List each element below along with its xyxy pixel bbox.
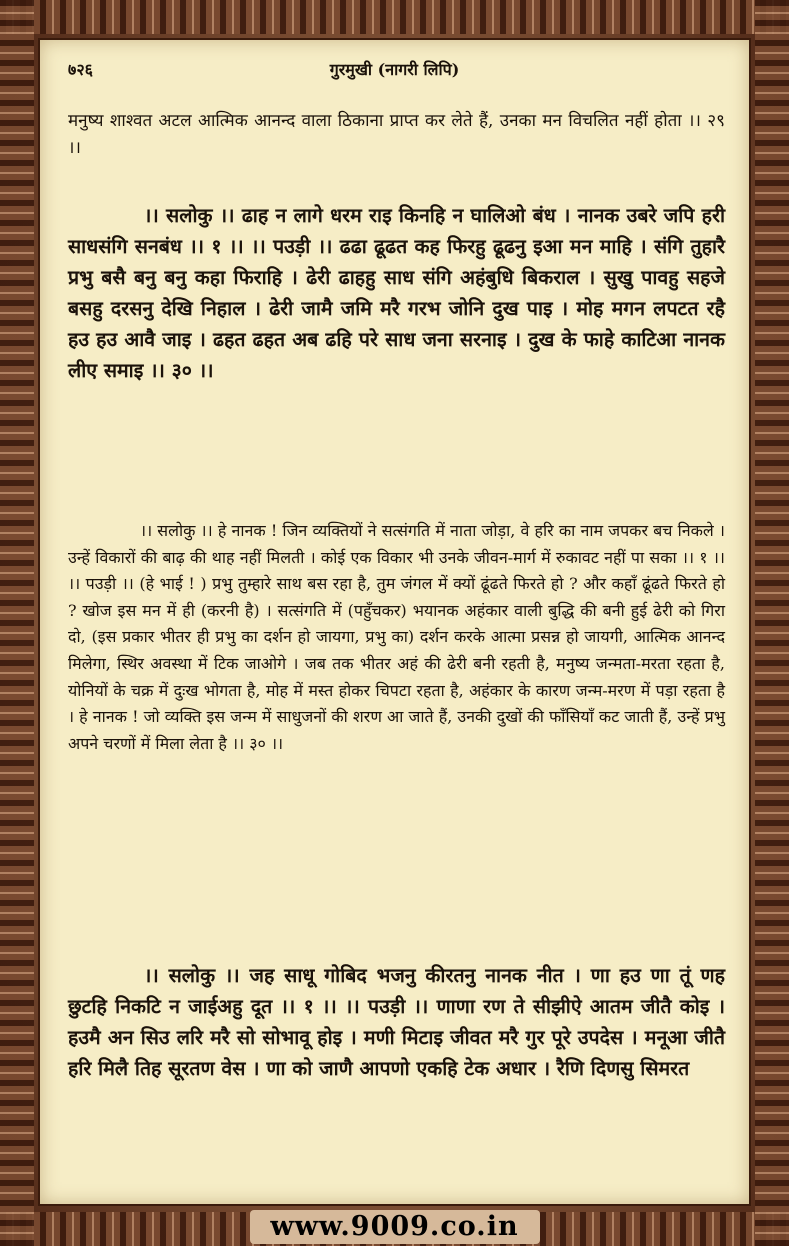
website-watermark[interactable]: www.9009.co.in bbox=[270, 1211, 519, 1242]
gurbani-block-1 bbox=[68, 200, 725, 386]
gurbani-text-2: ।। सलोकु ।। जह साधू गोबिद भजनु कीरतनु नानक नीत । णा हउ णा तूं णह छुटहि निकटि न जाईअहु दूत ।। १ ।। ।। पउड़ी ।। णाणा रण ते सीझीऐ आतम जीतै कोइ । हउमै अन सिउ लरि मरै सो सोभावू होइ । मणी मिटाइ जीवत मरै गुर पूरे उपदेस । मनूआ जीतै हरि मिलै तिह सूरतण वेस । णा को जाणै आपणो एकहि टेक अधार । रैणि दिणसु सिमरत bbox=[68, 964, 725, 1080]
translation-block-2 bbox=[68, 518, 725, 757]
translation-block-1: मनुष्य शाश्वत अटल आत्मिक आनन्द वाला ठिकाना प्राप्त कर लेते हैं, उनका मन विचलित नहीं होता ।। २९ ।। bbox=[68, 111, 725, 158]
page-header bbox=[68, 58, 721, 82]
page-number: ७२६ bbox=[68, 60, 93, 79]
frame-border-left bbox=[0, 0, 34, 1246]
gurbani-text-1: ।। सलोकु ।। ढाह न लागे धरम राइ किनहि न घालिओ बंध । नानक उबरे जपि हरी साधसंगि सनबंध ।। १ ।। ।। पउड़ी ।। ढढा ढूढत कह फिरहु ढूढनु इआ मन माहि । संगि तुहारै प्रभु बसै बनु बनु कहा फिराहि । ढेरी ढाहहु साध संगि अहंबुधि बिकराल । सुखु पावहु सहजे बसहु दरसनु देखि निहाल । ढेरी जामै जमि मरै गरभ जोनि दुख पाइ । मोह मगन लपटत रहै हउ हउ आवै जाइ । ढहत ढहत अब ढहि परे साध जना सरनाइ । दुख के फाहे काटिआ नानक लीए समाइ ।। ३० ।। bbox=[68, 204, 725, 382]
frame-border-top bbox=[0, 0, 789, 34]
frame-border-right bbox=[755, 0, 789, 1246]
gurbani-block-2 bbox=[68, 960, 725, 1084]
translation-text-2: ।। सलोकु ।। हे नानक ! जिन व्यक्तियों ने सत्संगति में नाता जोड़ा, वे हरि का नाम जपकर बच निकले । उन्हें विकारों की बाढ़ की थाह नहीं मिलती । कोई एक विकार भी उनके जीवन-मार्ग में रुकावट नहीं पा सका ।। १ ।। ।। पउड़ी ।। (हे भाई ! ) प्रभु तुम्हारे साथ बस रहा है, तुम जंगल में क्यों ढूंढते फिरते हो ? और कहाँ ढूंढते फिरते हो ? खोज इस मन में ही (करनी है) । सत्संगति में (पहुँचकर) भयानक अहंकार वाली बुद्धि की बनी हुई ढेरी को गिरा दो, (इस प्रकार भीतर ही प्रभु का दर्शन हो जायगा, प्रभु का) दर्शन करके आत्मा प्रसन्न हो जायगी, आत्मिक आनन्द मिलेगा, स्थिर अवस्था में टिक जाओगे । जब तक भीतर अहं की ढेरी बनी रहती है, मनुष्य जन्मता-मरता रहता है, योनियों के चक्र में दुःख भोगता है, मोह में मस्त होकर चिपटा रहता है, अहंकार के कारण जन्म-मरण में पड़ा रहता है । हे नानक ! जो व्यक्ति इस जन्म में साधुजनों की शरण आ जाते हैं, उनकी दुखों की फाँसियाँ कट जाती हैं, उन्हें प्रभु अपने चरणों में मिला लेता है ।। ३० ।। bbox=[68, 521, 725, 753]
page-title: गुरमुखी (नागरी लिपि) bbox=[329, 60, 460, 79]
scripture-page bbox=[38, 38, 751, 1206]
